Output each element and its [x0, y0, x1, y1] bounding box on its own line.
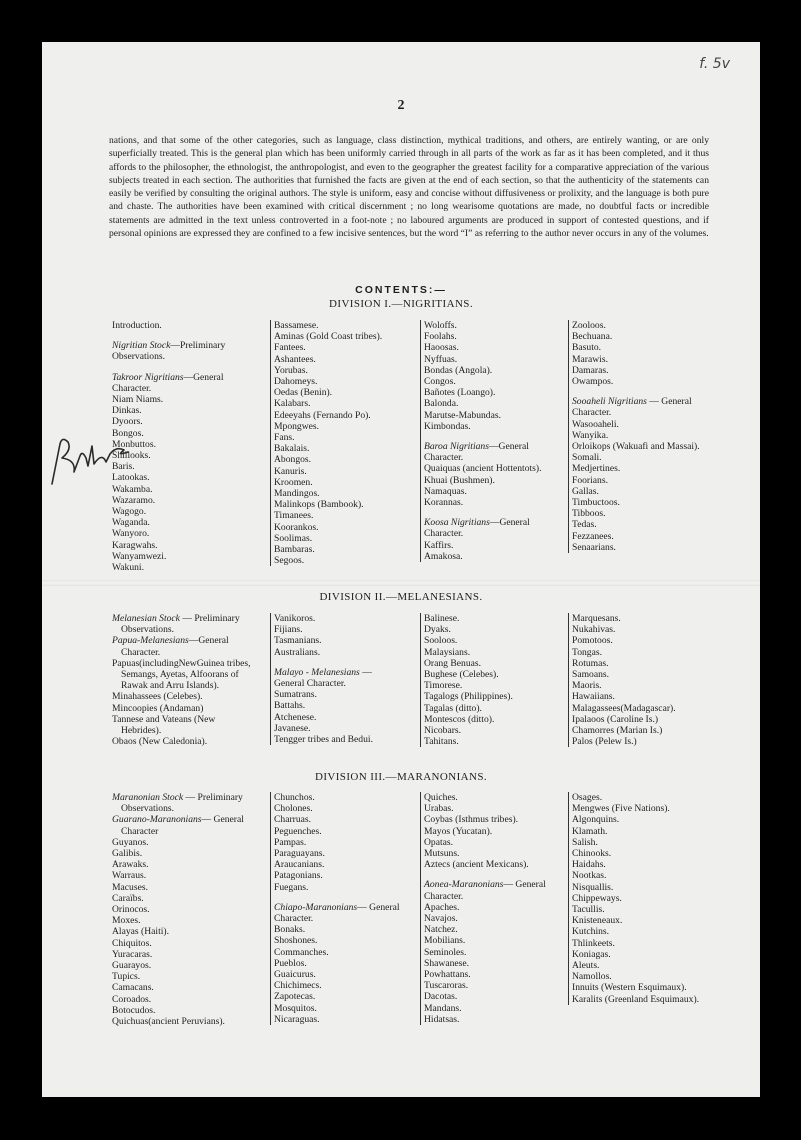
- contents-entry: Tahitans.: [424, 736, 459, 748]
- contents-entry: Mandans.: [424, 1002, 462, 1014]
- contents-entry: Introduction.: [112, 320, 162, 331]
- division-3-column-3: [420, 792, 560, 1025]
- contents-entry: Patagonians.: [274, 870, 323, 882]
- contents-entry: Seminoles.: [424, 946, 467, 958]
- contents-entry: Paraguayans.: [274, 848, 325, 860]
- contents-entry: Javanese.: [274, 722, 311, 734]
- entry-stock-name: Koosa Nigritians: [424, 517, 490, 529]
- contents-entry: Tibboos.: [572, 508, 606, 520]
- division-1-title: DIVISION I.—NIGRITIANS.: [329, 298, 473, 310]
- contents-entry: Tongas.: [572, 646, 602, 658]
- contents-entry: Aztecs (ancient Mexicans).: [424, 859, 529, 871]
- contents-entry: Wasooaheli.: [572, 418, 619, 430]
- contents-entry: Segoos.: [274, 555, 305, 567]
- contents-entry: Abongos.: [274, 454, 312, 466]
- contents-entry: Quichuas(ancient Peruvians).: [112, 1016, 225, 1028]
- contents-entry: Medjertines.: [572, 463, 621, 475]
- contents-entry: [112, 613, 255, 635]
- contents-entry: Bañotes (Loango).: [424, 387, 496, 399]
- entry-stock-name: Guarano-Maranonians: [112, 814, 202, 826]
- contents-entry: Timanees.: [274, 510, 314, 522]
- contents-entry: [112, 814, 255, 836]
- contents-entry: Koorankos.: [274, 521, 319, 533]
- contents-entry: Dyoors.: [112, 416, 143, 428]
- contents-entry: Tasmanians.: [274, 635, 322, 647]
- contents-entry: Bakalais.: [274, 443, 310, 455]
- contents-entry: Opatas.: [424, 836, 454, 848]
- contents-entry: Somali.: [572, 452, 602, 464]
- contents-entry: Balinese.: [424, 613, 460, 624]
- entry-description: — General Character.: [572, 396, 692, 419]
- contents-entry: Tagalas (ditto).: [424, 702, 482, 714]
- contents-entry: Pampas.: [274, 836, 307, 848]
- entry-stock-name: Aonea-Maranonians: [424, 879, 504, 891]
- contents-entry: Tengger tribes and Bedui.: [274, 734, 373, 746]
- contents-entry: Marutse-Mabundas.: [424, 409, 501, 421]
- contents-entry: Dinkas.: [112, 405, 142, 417]
- contents-entry: Basuto.: [572, 342, 602, 354]
- contents-entry: Tacullis.: [572, 904, 605, 916]
- contents-entry: Chippeways.: [572, 892, 622, 904]
- contents-entry: Timorese.: [424, 680, 463, 692]
- contents-entry: Orinocos.: [112, 904, 150, 916]
- contents-entry: Innuits (Western Esquimaux).: [572, 982, 687, 994]
- division-3-column-4: [568, 792, 712, 1005]
- division-2-column-4: [568, 613, 712, 747]
- contents-entry: Camacans.: [112, 982, 154, 994]
- contents-entry: Mutsuns.: [424, 848, 460, 860]
- contents-entry: Namollos.: [572, 971, 612, 983]
- document-page: [42, 42, 760, 1097]
- contents-entry: Wagogo.: [112, 506, 147, 518]
- contents-entry: Atchenese.: [274, 711, 317, 723]
- contents-entry: Dyaks.: [424, 624, 451, 636]
- contents-entry: Nootkas.: [572, 870, 607, 882]
- contents-entry: Coroados.: [112, 993, 152, 1005]
- contents-entry: Marawis.: [572, 353, 608, 365]
- contents-entry: Nukahivas.: [572, 624, 616, 636]
- contents-entry: [424, 517, 560, 539]
- contents-entry: Shawanese.: [424, 957, 470, 969]
- contents-entry: Chinooks.: [572, 848, 612, 860]
- contents-entry: Mengwes (Five Nations).: [572, 803, 670, 815]
- contents-entry: Kaffirs.: [424, 539, 454, 551]
- contents-entry: Alayas (Haiti).: [112, 926, 170, 938]
- contents-entry: Papuas(includingNewGuinea tribes, Semangs, Ayetas, Alfoorans of Rawak and Arru Islands).: [112, 657, 251, 692]
- contents-entry: Tannese and Vateans (New Hebrides).: [112, 713, 216, 737]
- entry-stock-name: Chiapo-Maranonians: [274, 901, 358, 913]
- contents-entry: Wakamba.: [112, 483, 153, 495]
- contents-entry: Orloikops (Wakuafi and Massai).: [572, 441, 700, 453]
- contents-entry: Charruas.: [274, 814, 312, 826]
- contents-entry: Tedas.: [572, 519, 597, 531]
- division-1-column-2: [270, 320, 402, 566]
- entry-description: — General Character: [121, 814, 244, 837]
- contents-entry: [274, 902, 402, 924]
- contents-entry: Senaarians.: [572, 541, 616, 553]
- contents-entry: Dahomeys.: [274, 376, 318, 388]
- contents-entry: Wazaramo.: [112, 494, 156, 506]
- contents-entry: Wanyika.: [572, 429, 609, 441]
- contents-entry: Waganda.: [112, 517, 150, 529]
- contents-entry: Soolimas.: [274, 532, 313, 544]
- contents-entry: Kalabars.: [274, 398, 311, 410]
- contents-entry: Algonquins.: [572, 814, 620, 826]
- contents-entry: Congos.: [424, 376, 456, 388]
- entry-description: —General Character.: [112, 371, 224, 394]
- contents-entry: [572, 396, 712, 418]
- entry-description: — Preliminary Observations.: [121, 792, 243, 815]
- contents-entry: Wakuni.: [112, 562, 144, 574]
- contents-entry: Sooloos.: [424, 635, 458, 647]
- entry-stock-name: Takroor Nigritians: [112, 371, 184, 383]
- contents-entry: Hawaiians.: [572, 691, 615, 703]
- contents-entry: Knisteneaux.: [572, 915, 623, 927]
- contents-entry: Latookas.: [112, 472, 150, 484]
- contents-entry: Malagassees(Madagascar).: [572, 702, 676, 714]
- contents-entry: Nisquallis.: [572, 881, 614, 893]
- contents-entry: Bassamese.: [274, 320, 319, 331]
- contents-entry: Chunchos.: [274, 792, 315, 803]
- contents-entry: Owampos.: [572, 376, 614, 388]
- contents-entry: Wanyoro.: [112, 528, 150, 540]
- contents-entry: Wanyamwezi.: [112, 550, 167, 562]
- contents-entry: Tuscaroras.: [424, 980, 469, 992]
- contents-entry: Arawaks.: [112, 859, 149, 871]
- entry-stock-name: Sooaheli Nigritians: [572, 396, 647, 408]
- contents-entry: Macuses.: [112, 881, 148, 893]
- contents-entry: Bughese (Celebes).: [424, 669, 499, 681]
- contents-entry: Battahs.: [274, 700, 306, 712]
- contents-entry: Fezzanees.: [572, 530, 614, 542]
- contents-entry: Araucanians.: [274, 859, 325, 871]
- entry-stock-name: Maranonian Stock: [112, 792, 184, 803]
- contents-entry: Bondas (Angola).: [424, 364, 493, 376]
- contents-entry: Bechuana.: [572, 331, 613, 343]
- entry-stock-name: Nigritian Stock: [112, 340, 171, 352]
- contents-entry: Australians.: [274, 646, 321, 658]
- contents-entry: Coybas (Isthmus tribes).: [424, 814, 519, 826]
- contents-entry: Aminas (Gold Coast tribes).: [274, 331, 383, 343]
- contents-entry: Kanuris.: [274, 465, 307, 477]
- contents-entry: Khuai (Bushmen).: [424, 474, 495, 486]
- contents-entry: Apaches.: [424, 901, 460, 913]
- contents-entry: Bambaras.: [274, 544, 315, 556]
- contents-entry: Sumatrans.: [274, 689, 317, 701]
- contents-entry: Obaos (New Caledonia).: [112, 736, 208, 748]
- contents-entry: Peguenches.: [274, 825, 322, 837]
- contents-entry: Gallas.: [572, 485, 599, 497]
- entry-description: — Preliminary Observations.: [121, 613, 240, 636]
- contents-entry: Vanikoros.: [274, 613, 316, 624]
- contents-entry: Rotumas.: [572, 657, 609, 669]
- contents-entry: Dacotas.: [424, 991, 458, 1003]
- contents-entry: Osages.: [572, 792, 603, 803]
- contents-entry: Fans.: [274, 432, 295, 444]
- contents-entry: Niam Niams.: [112, 394, 164, 406]
- contents-entry: Navajos.: [424, 913, 458, 925]
- contents-entry: Bongos.: [112, 427, 144, 439]
- contents-entry: Karagwahs.: [112, 539, 158, 551]
- contents-entry: Nicaraguas.: [274, 1013, 320, 1025]
- contents-entry: [424, 441, 560, 463]
- contents-entry: Guaicurus.: [274, 969, 316, 981]
- contents-entry: Kimbondas.: [424, 420, 471, 432]
- contents-entry: Damaras.: [572, 364, 609, 376]
- contents-entry: Montescos (ditto).: [424, 713, 495, 725]
- contents-entry: Malinkops (Bambook).: [274, 499, 364, 511]
- contents-entry: [112, 340, 255, 362]
- division-3-title: DIVISION III.—MARANONIANS.: [314, 771, 488, 783]
- entry-stock-name: Baroa Nigritians: [424, 441, 489, 453]
- division-3-column-1: [109, 792, 255, 1027]
- contents-entry: Natchez.: [424, 924, 458, 936]
- contents-entry: Mandingos.: [274, 488, 320, 500]
- contents-heading: CONTENTS:—: [355, 284, 447, 296]
- contents-entry: Ashantees.: [274, 353, 316, 365]
- contents-entry: Powhattans.: [424, 969, 471, 981]
- contents-entry: Quaiquas (ancient Hottentots).: [424, 463, 542, 475]
- contents-entry: Mayos (Yucatan).: [424, 825, 493, 837]
- contents-entry: Haidahs.: [572, 859, 606, 871]
- contents-entry: Yorubas.: [274, 364, 308, 376]
- contents-entry: Namaquas.: [424, 485, 467, 497]
- entry-description: —General Character.: [424, 517, 530, 540]
- contents-entry: Balonda.: [424, 398, 459, 410]
- contents-entry: Aleuts.: [572, 960, 600, 972]
- entry-description: —Preliminary Observations.: [112, 340, 226, 363]
- division-2-title: DIVISION II.—MELANESIANS.: [319, 591, 483, 603]
- contents-entry: Guarayos.: [112, 960, 152, 972]
- contents-entry: Malaysians.: [424, 646, 471, 658]
- contents-entry: Maoris.: [572, 680, 602, 692]
- division-2-column-1: [109, 613, 255, 747]
- contents-entry: Foolahs.: [424, 331, 457, 343]
- contents-entry: Shoshones.: [274, 935, 318, 947]
- contents-entry: Foorians.: [572, 474, 608, 486]
- intro-paragraph: nations, and that some of the other categories, such as language, class distinction, mythical traditions, and others, are entirely wanting, or are only superficially treated. This is the general plan which has been uniformly carried through in all parts of the work as far as it has been completed, and it thus affords to the philosopher, the ethnologist, the anthropologist, and even to the geographer the greatest facility for a comparative appreciation of the various subjects treated in each section. The authorities that furnished the facts are given at the end of each section, so that the authenticity of the statements can easily be verified by consulting the original authors. The style is uniform, easy and concise without diffusiveness or prolixity, and the language is both pure and chaste. The authorities have been examined with critical discernment ; no long wearisome quotations are made, no doubtful facts or incredible statements are admitted in the text unless controverted in a foot-note ; no laboured arguments are produced in support of contested questions, and if personal opinions are expressed they are confined to a few incisive sentences, but the word “I” as referring to the author never occurs in any of the volumes.: [109, 135, 709, 240]
- page-number: 2: [397, 98, 405, 113]
- contents-entry: Kroomen.: [274, 476, 313, 488]
- contents-entry: Hidatsas.: [424, 1013, 460, 1025]
- entry-description: —General Character.: [424, 441, 529, 464]
- contents-entry: Chichimecs.: [274, 980, 322, 992]
- contents-entry: Woloffs.: [424, 320, 457, 331]
- contents-entry: Moxes.: [112, 915, 141, 927]
- contents-entry: [112, 792, 255, 814]
- entry-stock-name: Melanesian Stock: [112, 613, 180, 624]
- contents-entry: Chiquitos.: [112, 937, 152, 949]
- contents-entry: Oedas (Benin).: [274, 387, 333, 399]
- entry-stock-name: Papua-Melanesians: [112, 635, 189, 647]
- contents-entry: Pueblos.: [274, 957, 307, 969]
- contents-entry: Tupics.: [112, 971, 141, 983]
- contents-entry: Klamath.: [572, 825, 608, 837]
- contents-entry: Orang Benuas.: [424, 657, 482, 669]
- contents-entry: Urabas.: [424, 803, 454, 815]
- entry-description: — General Character.: [274, 666, 372, 690]
- contents-entry: Fuegans.: [274, 881, 309, 893]
- contents-entry: Marquesans.: [572, 613, 621, 624]
- division-3-column-2: [270, 792, 402, 1025]
- contents-entry: Quiches.: [424, 792, 458, 803]
- contents-entry: Koniagas.: [572, 948, 611, 960]
- entry-stock-name: Malayo - Melanesians: [274, 666, 360, 678]
- contents-entry: Caraïbs.: [112, 892, 144, 904]
- contents-entry: Zapotecas.: [274, 991, 316, 1003]
- contents-entry: Edeeyahs (Fernando Po).: [274, 409, 371, 421]
- contents-entry: Bonaks.: [274, 924, 306, 936]
- contents-entry: Ipalaoos (Caroline Is.): [572, 713, 659, 725]
- contents-entry: Karalits (Greenland Esquimaux).: [572, 993, 700, 1005]
- contents-entry: Guyanos.: [112, 836, 149, 848]
- entry-description: — General Character.: [274, 901, 400, 925]
- division-2-column-2: [270, 613, 402, 745]
- contents-entry: Yuracaras.: [112, 948, 153, 960]
- contents-entry: Mpongwes.: [274, 420, 320, 432]
- contents-entry: Botocudos.: [112, 1004, 156, 1016]
- contents-entry: Commanches.: [274, 946, 329, 958]
- contents-entry: Kutchins.: [572, 926, 610, 938]
- division-1-column-3: [420, 320, 560, 562]
- division-1-column-4: [568, 320, 712, 553]
- contents-entry: Haoosas.: [424, 342, 459, 354]
- division-2-column-3: [420, 613, 560, 747]
- contents-entry: Pomotoos.: [572, 635, 613, 647]
- contents-entry: Chamorres (Marian Is.): [572, 725, 663, 737]
- contents-entry: Timbuctoos.: [572, 497, 620, 509]
- contents-entry: Zooloos.: [572, 320, 606, 331]
- contents-entry: Thlinkeets.: [572, 937, 615, 949]
- contents-entry: Korannas.: [424, 497, 464, 509]
- contents-entry: Salish.: [572, 836, 598, 848]
- page-fold: [42, 580, 760, 586]
- contents-entry: Amakosa.: [424, 550, 463, 562]
- contents-entry: Nyffuas.: [424, 353, 458, 365]
- contents-entry: Cholones.: [274, 803, 313, 815]
- contents-entry: Monbuttos.: [112, 438, 156, 450]
- contents-entry: Baris.: [112, 461, 135, 473]
- entry-description: —General Character.: [121, 635, 229, 658]
- contents-entry: [112, 635, 255, 657]
- contents-entry: Mincoopies (Andaman): [112, 702, 204, 714]
- contents-entry: Fijians.: [274, 624, 303, 636]
- contents-entry: Shillooks.: [112, 450, 151, 462]
- contents-entry: Nicobars.: [424, 725, 462, 737]
- contents-entry: [274, 667, 402, 689]
- contents-entry: Fantees.: [274, 342, 306, 354]
- handwritten-signature: [46, 432, 134, 492]
- contents-entry: Warraus.: [112, 870, 147, 882]
- contents-entry: [424, 879, 560, 901]
- contents-entry: Palos (Pelew Is.): [572, 736, 637, 748]
- contents-entry: [112, 372, 255, 394]
- contents-entry: Samoans.: [572, 669, 610, 681]
- entry-description: — General Character.: [424, 879, 546, 902]
- contents-entry: Minahassees (Celebes).: [112, 691, 203, 703]
- contents-entry: Tagalogs (Philippines).: [424, 691, 513, 703]
- contents-entry: Mosquitos.: [274, 1002, 317, 1014]
- contents-entry: Mobilians.: [424, 935, 466, 947]
- contents-entry: Galibis.: [112, 848, 143, 860]
- margin-note: f. 5v: [699, 56, 730, 72]
